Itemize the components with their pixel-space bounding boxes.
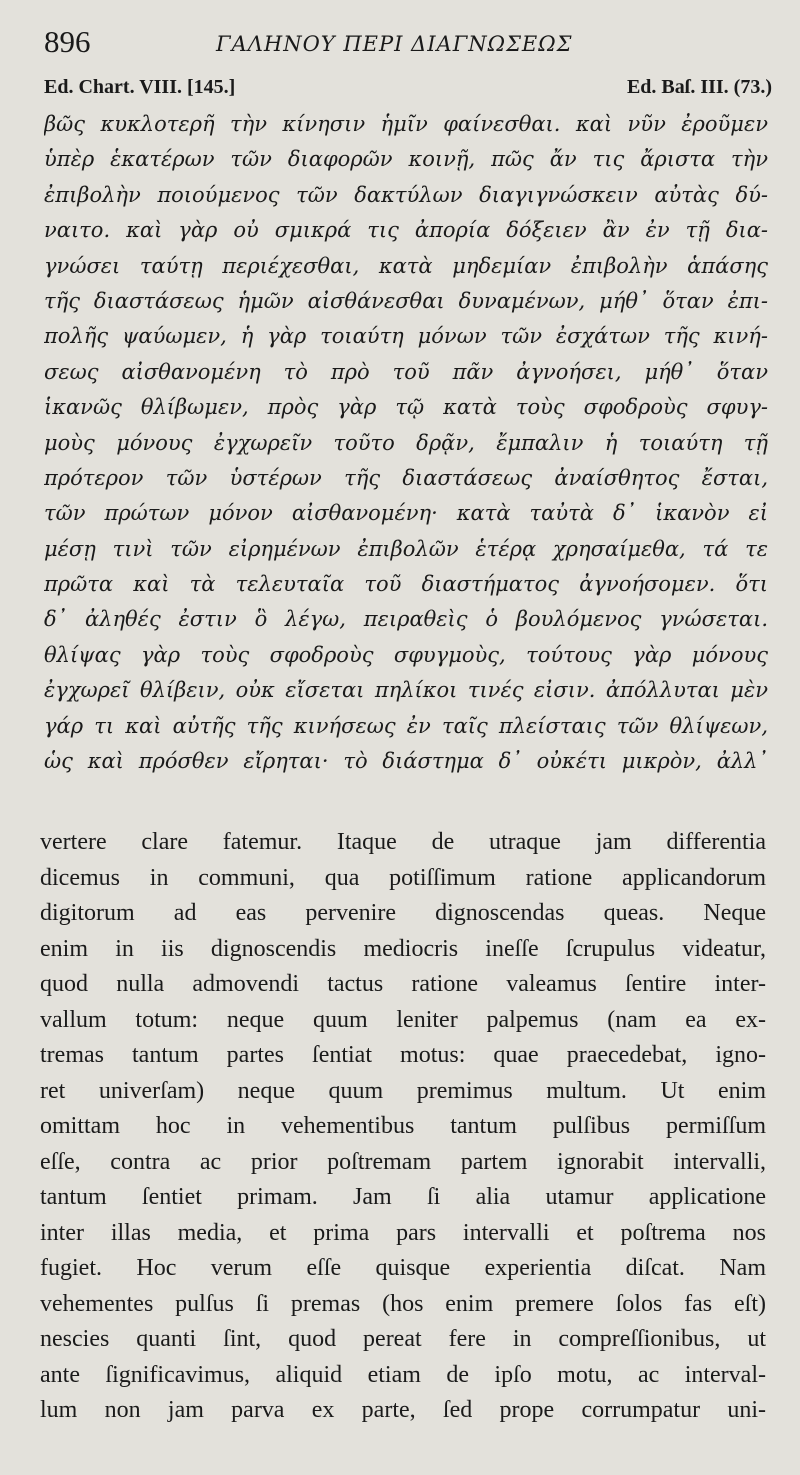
greek-text-line: μοὺς μόνους ἐγχωρεῖν τοῦτο δρᾷν, ἔμπαλιν ἡ τοιαύτη τῇ <box>44 430 768 455</box>
latin-text-line: nescies quanti ſint, quod pereat fere in compreſſionibus, ut <box>40 1326 766 1352</box>
greek-text-line: σεως αἰσθανομένη τὸ πρὸ τοῦ πᾶν ἀγνοήσει, μήθ᾽ ὅταν <box>44 359 768 384</box>
greek-text-line: πρότερον τῶν ὑστέρων τῆς διαστάσεως ἀναίσθητος ἔσται, <box>44 465 768 490</box>
latin-text-line: digitorum ad eas pervenire dignoscendas queas. Neque <box>40 900 766 926</box>
page-header <box>44 24 766 74</box>
latin-text-line: dicemus in communi, qua potiſſimum ratione applicandorum <box>40 864 766 891</box>
latin-text-line: tremas tantum partes ſentiat motus: quae praecedebat, igno- <box>40 1042 766 1068</box>
edition-basel: Ed. Baſ. III. (73.) <box>626 76 772 98</box>
greek-text-line: ἱκανῶς θλίβωμεν, πρὸς γὰρ τῷ κατὰ τοὺς σφοδροὺς σφυγ- <box>44 395 768 420</box>
edition-line <box>44 76 772 106</box>
greek-text-line: τῆς διαστάσεως ἡμῶν αἰσθάνεσθαι δυναμένων, μήθ᾽ ὅταν ἐπι- <box>44 288 768 313</box>
greek-text-line: ὡς καὶ πρόσθεν εἴρηται· τὸ διάστημα δ᾽ οὐκέτι μικρὸν, ἀλλ᾽ <box>44 749 768 774</box>
latin-text-line: enim in iis dignoscendis mediocris ineſſe ſcrupulus videatur, <box>40 935 766 962</box>
running-title: ΓΑΛΗΝΟΥ ΠΕΡΙ ΔΙΑΓΝΩΣΕΩΣ <box>216 32 573 56</box>
latin-text-line: vertere clare fatemur. Itaque de utraque jam differentia <box>40 829 766 855</box>
greek-text-line: μέσῃ τινὶ τῶν εἰρημένων ἐπιβολῶν ἑτέρᾳ χρησαίμεθα, τά τε <box>44 536 768 561</box>
greek-text-line: βῶς κυκλοτερῆ τὴν κίνησιν ἡμῖν φαίνεσθαι. καὶ νῦν ἐροῦμεν <box>44 112 768 136</box>
latin-text-line: fugiet. Hoc verum eſſe quisque experientia diſcat. Nam <box>40 1255 766 1281</box>
latin-text-line: vallum totum: neque quum leniter palpemus (nam ea ex- <box>40 1006 766 1033</box>
greek-text-line: ἐγχωρεῖ θλίβειν, οὐκ εἴσεται πηλίκοι τινές εἰσιν. ἀπόλλυται μὲν <box>44 678 768 703</box>
greek-text-line: τῶν πρώτων μόνον αἰσθανομένη· κατὰ ταὐτὰ δ᾽ ἱκανὸν εἰ <box>44 501 768 526</box>
greek-text-block <box>44 107 768 779</box>
latin-text-line: lum non jam parva ex parte, ſed prope corrumpatur uni- <box>40 1397 766 1423</box>
greek-text-line: πολῆς ψαύωμεν, ἡ γὰρ τοιαύτη μόνων τῶν ἐσχάτων τῆς κινή- <box>44 324 768 349</box>
greek-text-line: ἐπιβολὴν ποιούμενος τῶν δακτύλων διαγιγνώσκειν αὐτὰς δύ- <box>44 182 768 207</box>
latin-text-line: omittam hoc in vehementibus tantum pulſibus permiſſum <box>40 1113 766 1139</box>
latin-text-line: vehementes pulſus ſi premas (hos enim premere ſolos fas eſt) <box>40 1290 766 1317</box>
greek-text-line: ὑπὲρ ἑκατέρων τῶν διαφορῶν κοινῇ, πῶς ἄν τις ἄριστα τὴν <box>44 147 768 172</box>
latin-text-line: inter illas media, et prima pars intervalli et poſtrema nos <box>40 1219 766 1246</box>
greek-text-line: πρῶτα καὶ τὰ τελευταῖα τοῦ διαστήματος ἀγνοήσομεν. ὅτι <box>44 572 768 597</box>
greek-text-line: δ᾽ ἀληθές ἐστιν ὃ λέγω, πειραθεὶς ὁ βουλόμενος γνώσεται. <box>44 607 768 632</box>
greek-text-line: γνώσει ταύτῃ περιέχεσθαι, κατὰ μηδεμίαν ἐπιβολὴν ἁπάσης <box>44 253 768 278</box>
greek-text-line: ναιτο. καὶ γὰρ οὐ σμικρά τις ἀπορία δόξειεν ἂν ἐν τῇ δια- <box>44 218 768 243</box>
edition-chartier: Ed. Chart. VIII. [145.] <box>44 76 236 98</box>
greek-text-line: θλίψας γὰρ τοὺς σφοδροὺς σφυγμοὺς, τούτους γὰρ μόνους <box>44 642 768 667</box>
latin-text-line: ante ſignificavimus, aliquid etiam de ipſo motu, ac interval- <box>40 1361 766 1388</box>
latin-text-line: eſſe, contra ac prior poſtremam partem ignorabit intervalli, <box>40 1148 766 1175</box>
latin-text-block <box>40 825 766 1429</box>
page-number: 896 <box>44 24 91 59</box>
latin-text-line: quod nulla admovendi tactus ratione valeamus ſentire inter- <box>40 971 766 997</box>
latin-text-line: ret univerſam) neque quum premimus multum. Ut enim <box>40 1077 766 1104</box>
latin-text-line: tantum ſentiet primam. Jam ſi alia utamur applicatione <box>40 1184 766 1210</box>
greek-text-line: γάρ τι καὶ αὐτῆς τῆς κινήσεως ἐν ταῖς πλείσταις τῶν θλίψεων, <box>44 713 768 738</box>
